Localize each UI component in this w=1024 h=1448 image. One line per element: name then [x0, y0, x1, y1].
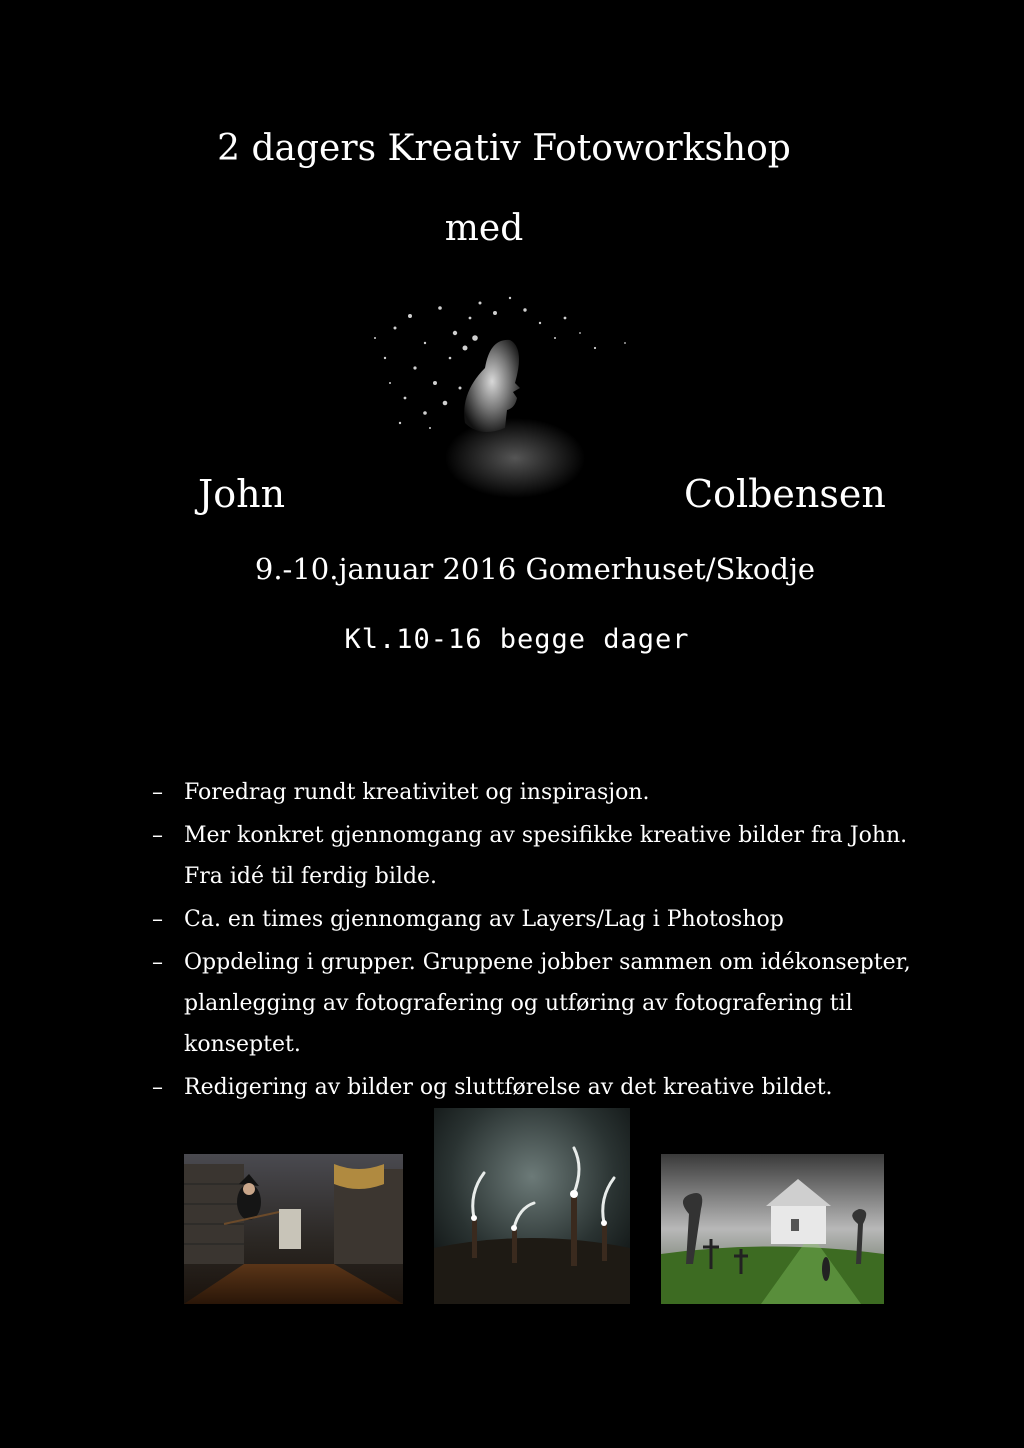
- bullet-dash: –: [152, 823, 163, 848]
- bullet-dash: –: [152, 780, 163, 805]
- list-item: [152, 899, 912, 940]
- list-item: [152, 772, 912, 813]
- portrait-image: [365, 288, 695, 498]
- title-connector: med: [444, 208, 524, 249]
- list-item: [152, 942, 912, 1065]
- list-item-text: Mer konkret gjennomgang av spesifikke kreative bilder fra John. Fra idé til ferdig bilde.: [184, 823, 908, 889]
- presenter-last-name: Colbensen: [684, 472, 886, 516]
- flame-hands-image: [434, 1108, 630, 1304]
- list-item-text: Ca. en times gjennomgang av Layers/Lag i Photoshop: [184, 907, 784, 932]
- list-item-text: Foredrag rundt kreativitet og inspirasjon.: [184, 780, 650, 805]
- event-time: Kl.10-16 begge dager: [344, 624, 690, 655]
- list-item-text: Redigering av bilder og sluttførelse av det kreative bildet.: [184, 1075, 833, 1100]
- bullet-dash: –: [152, 1075, 163, 1100]
- list-item: [152, 815, 912, 897]
- list-item: [152, 1067, 912, 1108]
- poster-title: 2 dagers Kreativ Fotoworkshop: [217, 128, 791, 169]
- bullet-dash: –: [152, 907, 163, 932]
- presenter-first-name: John: [198, 472, 286, 516]
- program-list: [152, 772, 912, 1110]
- event-date-location: 9.-10.januar 2016 Gomerhuset/Skodje: [254, 552, 816, 586]
- list-item-text: Oppdeling i grupper. Gruppene jobber sammen om idékonsepter, planlegging av fotografering og utføring av fotografering til konseptet.: [184, 950, 911, 1057]
- bullet-dash: –: [152, 950, 163, 975]
- house-graveyard-image: [661, 1154, 884, 1304]
- library-witch-image: [184, 1154, 403, 1304]
